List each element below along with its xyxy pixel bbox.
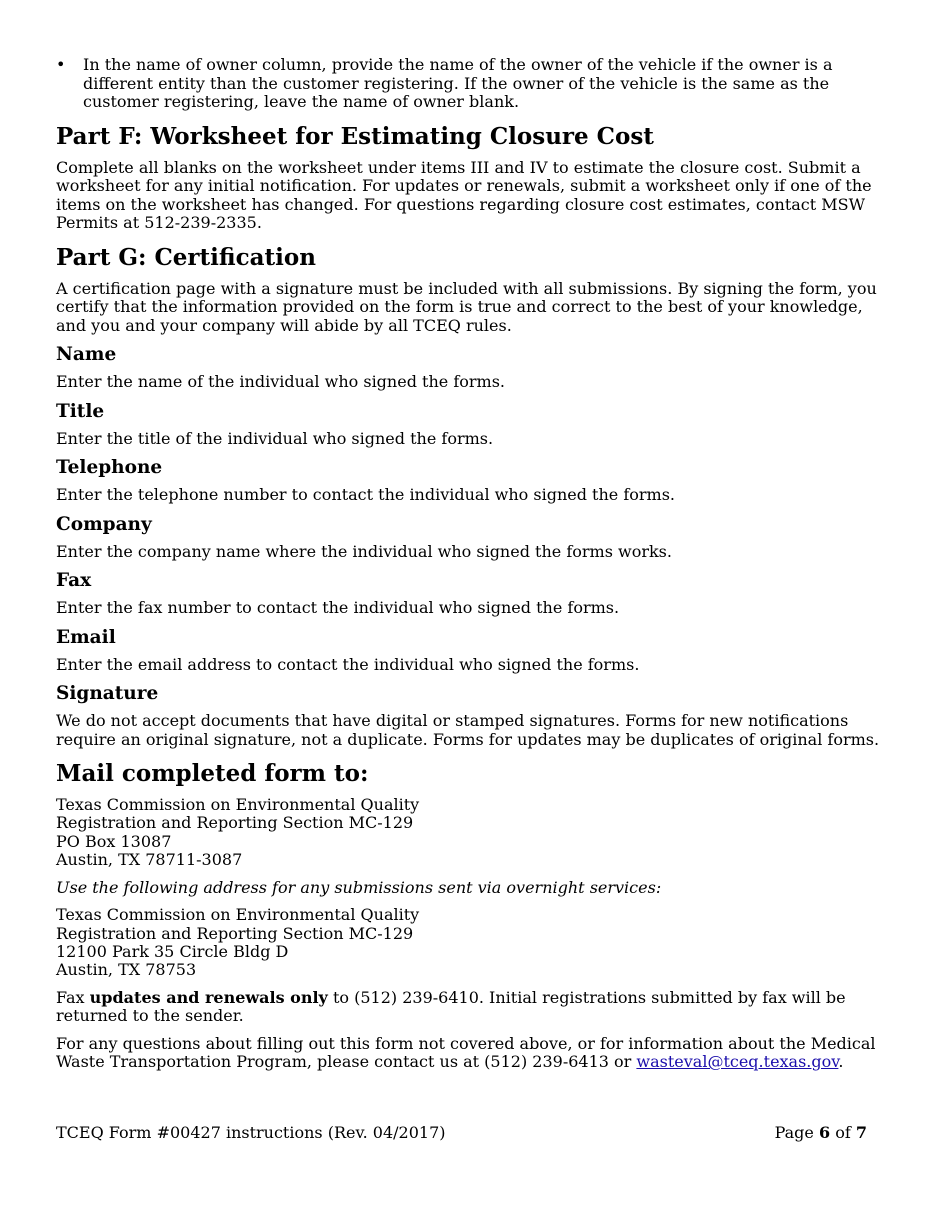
overnight-note (56, 879, 896, 898)
field-fax-text: Enter the fax number to contact the individual who signed the forms. (56, 598, 620, 617)
field-signature-heading: Signature (56, 683, 159, 704)
overnight-note-text: Use the following address for any submissions sent via overnight services: (56, 877, 662, 897)
field-email-text: Enter the email address to contact the individual who signed the forms. (56, 654, 640, 674)
total-pages: 7 (855, 1123, 867, 1142)
of-word: of (830, 1123, 856, 1142)
bullet-text: In the name of owner column, provide the name of the owner of the vehicle if the owner is a different entity than the customer registering. If the owner of the vehicle is the same as the customer registering, leave the name of owner blank. (83, 55, 833, 111)
address-line: Registration and Reporting Section MC-129 (56, 813, 414, 833)
fax-bold: updates and renewals only (89, 987, 328, 1007)
document-page (56, 56, 896, 1072)
overnight-address (56, 906, 896, 980)
current-page: 6 (818, 1123, 831, 1142)
form-id: TCEQ Form #00427 instructions (Rev. 04/2017) (56, 1123, 446, 1142)
part-f-body: Complete all blanks on the worksheet under items III and IV to estimate the closure cost. Submit a worksheet for any initial notification. For updates or renewals, submit a worksheet only if one of the items on the worksheet has changed. For questions regarding closure cost estimates, contact MSW Permits at 512-239-2335. (56, 157, 872, 232)
address-line: 12100 Park 35 Circle Bldg D (56, 941, 289, 961)
mailing-address (56, 796, 896, 870)
field-telephone-heading: Telephone (56, 457, 163, 478)
field-company-heading: Company (56, 513, 152, 535)
field-name-text: Enter the name of the individual who signed the forms. (56, 372, 505, 391)
field-fax-heading: Fax (56, 570, 92, 591)
email-link[interactable]: wasteval@tceq.texas.gov (636, 1052, 839, 1072)
address-line: Registration and Reporting Section MC-129 (56, 923, 414, 943)
address-line: Austin, TX 78753 (56, 960, 197, 980)
contact-info (56, 1035, 896, 1072)
field-title-heading: Title (56, 400, 105, 422)
field-email-heading: Email (56, 626, 116, 648)
address-line: Texas Commission on Environmental Quality (56, 795, 420, 814)
fax-prefix: Fax (56, 987, 90, 1007)
bullet-icon: • (56, 55, 66, 74)
part-g-heading: Part G: Certification (56, 243, 316, 271)
fax-suffix: to (512) 239-6410. Initial registrations submitted by fax will be returned to the sender. (56, 987, 846, 1026)
address-line: PO Box 13087 (56, 831, 172, 851)
contact-suffix: . (838, 1052, 844, 1072)
part-f-heading: Part F: Worksheet for Estimating Closure Cost (56, 122, 654, 150)
part-g-body: A certification page with a signature must be included with all submissions. By signing the form, you certify that the information provided on the form is true and correct to the best of your knowledge, and you and your company will abide by all TCEQ rules. (56, 278, 877, 335)
address-line: Texas Commission on Environmental Quality (56, 905, 420, 925)
field-company-text: Enter the company name where the individual who signed the forms works. (56, 541, 672, 561)
field-title-text: Enter the title of the individual who signed the forms. (56, 428, 494, 448)
page-number (775, 1124, 867, 1142)
page-word: Page (774, 1123, 819, 1142)
mail-heading: Mail completed form to: (56, 760, 369, 787)
address-line: Austin, TX 78711-3087 (56, 850, 243, 870)
list-item (56, 56, 896, 112)
contact-prefix: For any questions about filling out this form not covered above, or for information about the Medical Waste Transportation Program, please contact us at (512) 239-6413 or (56, 1033, 876, 1072)
field-telephone-text: Enter the telephone number to contact the individual who signed the forms. (56, 485, 676, 504)
field-signature-text: We do not accept documents that have digital or stamped signatures. Forms for new notifications require an original signature, not a duplicate. Forms for updates may be duplicates of original forms. (56, 711, 880, 749)
fax-instructions (56, 989, 896, 1026)
field-name-heading: Name (56, 344, 117, 365)
